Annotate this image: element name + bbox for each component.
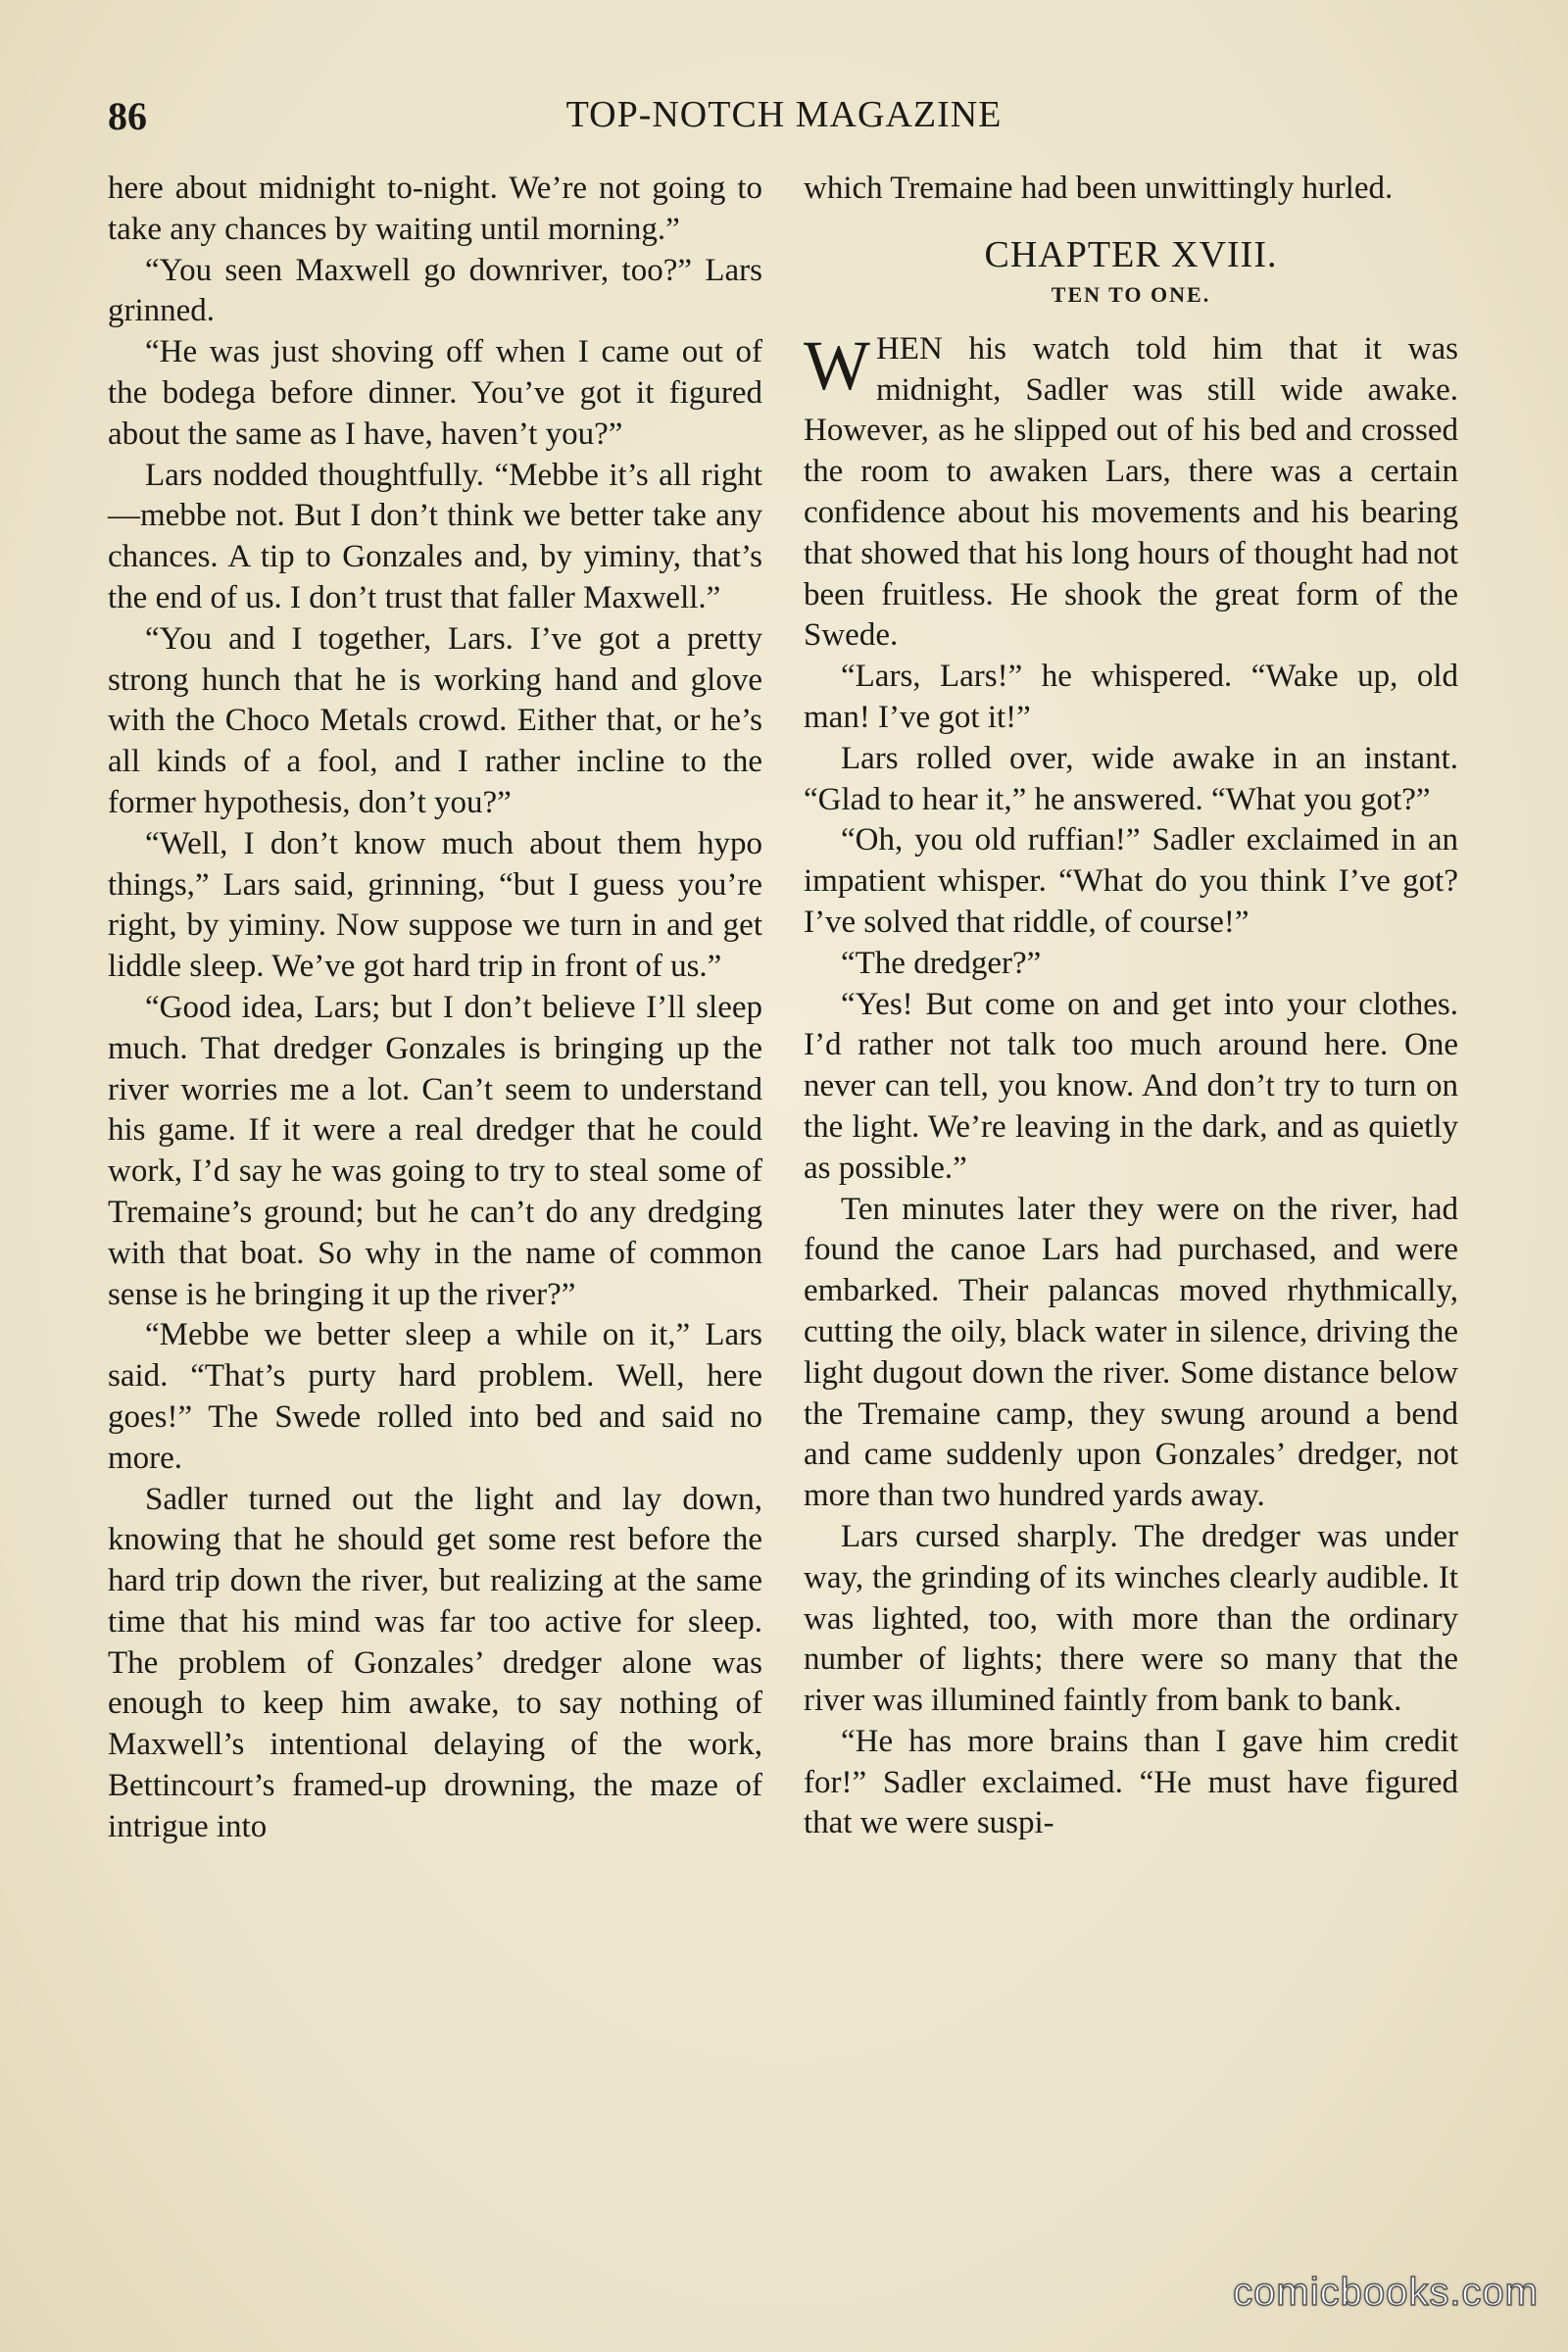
paragraph: Lars rolled over, wide awake in an instant. “Glad to hear it,” he answered. “What you got?” xyxy=(804,740,1458,817)
paragraph: “He was just shoving off when I came out of the bodega before dinner. You’ve got it figured about the same as I have, haven’t you?” xyxy=(108,334,762,452)
opening-text: HEN his watch told him that it was midnight, Sadler was still wide awake. However, as he slipped out of his bed and crossed the room to awaken Lars, there was a certain confidence about his movements and his bearing that showed that his long hours of thought had not been fruitless. He shook the great form of the Swede. xyxy=(804,330,1458,654)
chapter-title: CHAPTER XVIII. xyxy=(984,233,1278,275)
paragraph: Lars cursed sharply. The dredger was under way, the grinding of its winches clearly audible. It was lighted, too, with more than the ordinary number of lights; there were so many that the river was illumined faintly from bank to bank. xyxy=(804,1518,1458,1719)
chapter-subtitle: TEN TO ONE. xyxy=(1051,281,1211,307)
paragraph: “Oh, you old ruffian!” Sadler exclaimed in an impatient whisper. “What do you think I’ve got? I’ve solved that riddle, of course!” xyxy=(804,822,1458,940)
paragraph: Lars nodded thoughtfully. “Mebbe it’s all right—mebbe not. But I don’t think we better take any chances. A tip to Gonzales and, by yiminy, that’s the end of us. I don’t trust that faller Maxwell.” xyxy=(108,457,762,615)
paragraph: “Yes! But come on and get into your clothes. I’d rather not talk too much around here. One never can tell, you know. And don’t try to turn on the light. We’re leaving in the dark, and as quietly as possible.” xyxy=(804,986,1458,1186)
paragraph: “Mebbe we better sleep a while on it,” Lars said. “That’s purty hard problem. Well, here goes!” The Swede rolled into bed and said no more. xyxy=(108,1317,762,1476)
paragraph: “Lars, Lars!” he whispered. “Wake up, old man! I’ve got it!” xyxy=(804,659,1458,735)
paragraph: “You and I together, Lars. I’ve got a pretty strong hunch that he is working hand and glove with the Choco Metals crowd. Either that, or he’s all kinds of a fool, and I rather incline to the former hypothesis, don’t you?” xyxy=(108,620,762,820)
paragraph: “You seen Maxwell go downriver, too?” Lars grinned. xyxy=(108,252,762,329)
paragraph: Sadler turned out the light and lay down, knowing that he should get some rest before the hard trip down the river, but realizing at the same time that his mind was far too active for sleep. The problem of Gonzales’ dredger alone was enough to keep him awake, to say nothing of Maxwell’s intentional delaying of the work, Bettincourt’s framed-up drowning, the maze of intrigue into xyxy=(108,1481,762,1844)
page-header xyxy=(108,93,1460,152)
right-column xyxy=(804,169,1458,1844)
chapter-opening-paragraph xyxy=(804,325,1458,657)
paragraph: “Well, I don’t know much about them hypo things,” Lars said, grinning, “but I guess you’re right, by yiminy. Now suppose we turn in and get liddle sleep. We’ve got hard trip in front of us.” xyxy=(108,825,762,985)
paragraph: “The dredger?” xyxy=(841,945,1042,981)
watermark: comicbooks.com xyxy=(1233,2271,1539,2314)
paragraph: “Good idea, Lars; but I don’t believe I’ll sleep much. That dredger Gonzales is bringing up the river worries me a lot. Can’t seem to understand his game. If it were a real dredger that he could work, I’d say he was going to try to steal some of Tremaine’s ground; but he can’t do any dredging with that boat. So why in the name of common sense is he bringing it up the river?” xyxy=(108,989,762,1312)
page-number: 86 xyxy=(108,94,147,138)
paragraph: here about midnight to-night. We’re not going to take any chances by waiting until morning.” xyxy=(108,171,762,247)
paragraph-continuation: which Tremaine had been unwittingly hurled. xyxy=(804,171,1394,206)
drop-cap: W xyxy=(804,325,870,405)
paragraph: “He has more brains than I gave him credit for!” Sadler exclaimed. “He must have figured that we were suspi- xyxy=(804,1723,1458,1841)
left-column xyxy=(108,169,762,1848)
paragraph: Ten minutes later they were on the river, had found the canoe Lars had purchased, and were embarked. Their palancas moved rhythmically, cutting the oily, black water in silence, driving the light dugout down the river. Some distance below the Tremaine camp, they swung around a bend and came suddenly upon Gonzales’ dredger, not more than two hundred yards away. xyxy=(804,1191,1458,1514)
magazine-title: TOP-NOTCH MAGAZINE xyxy=(565,94,1003,135)
